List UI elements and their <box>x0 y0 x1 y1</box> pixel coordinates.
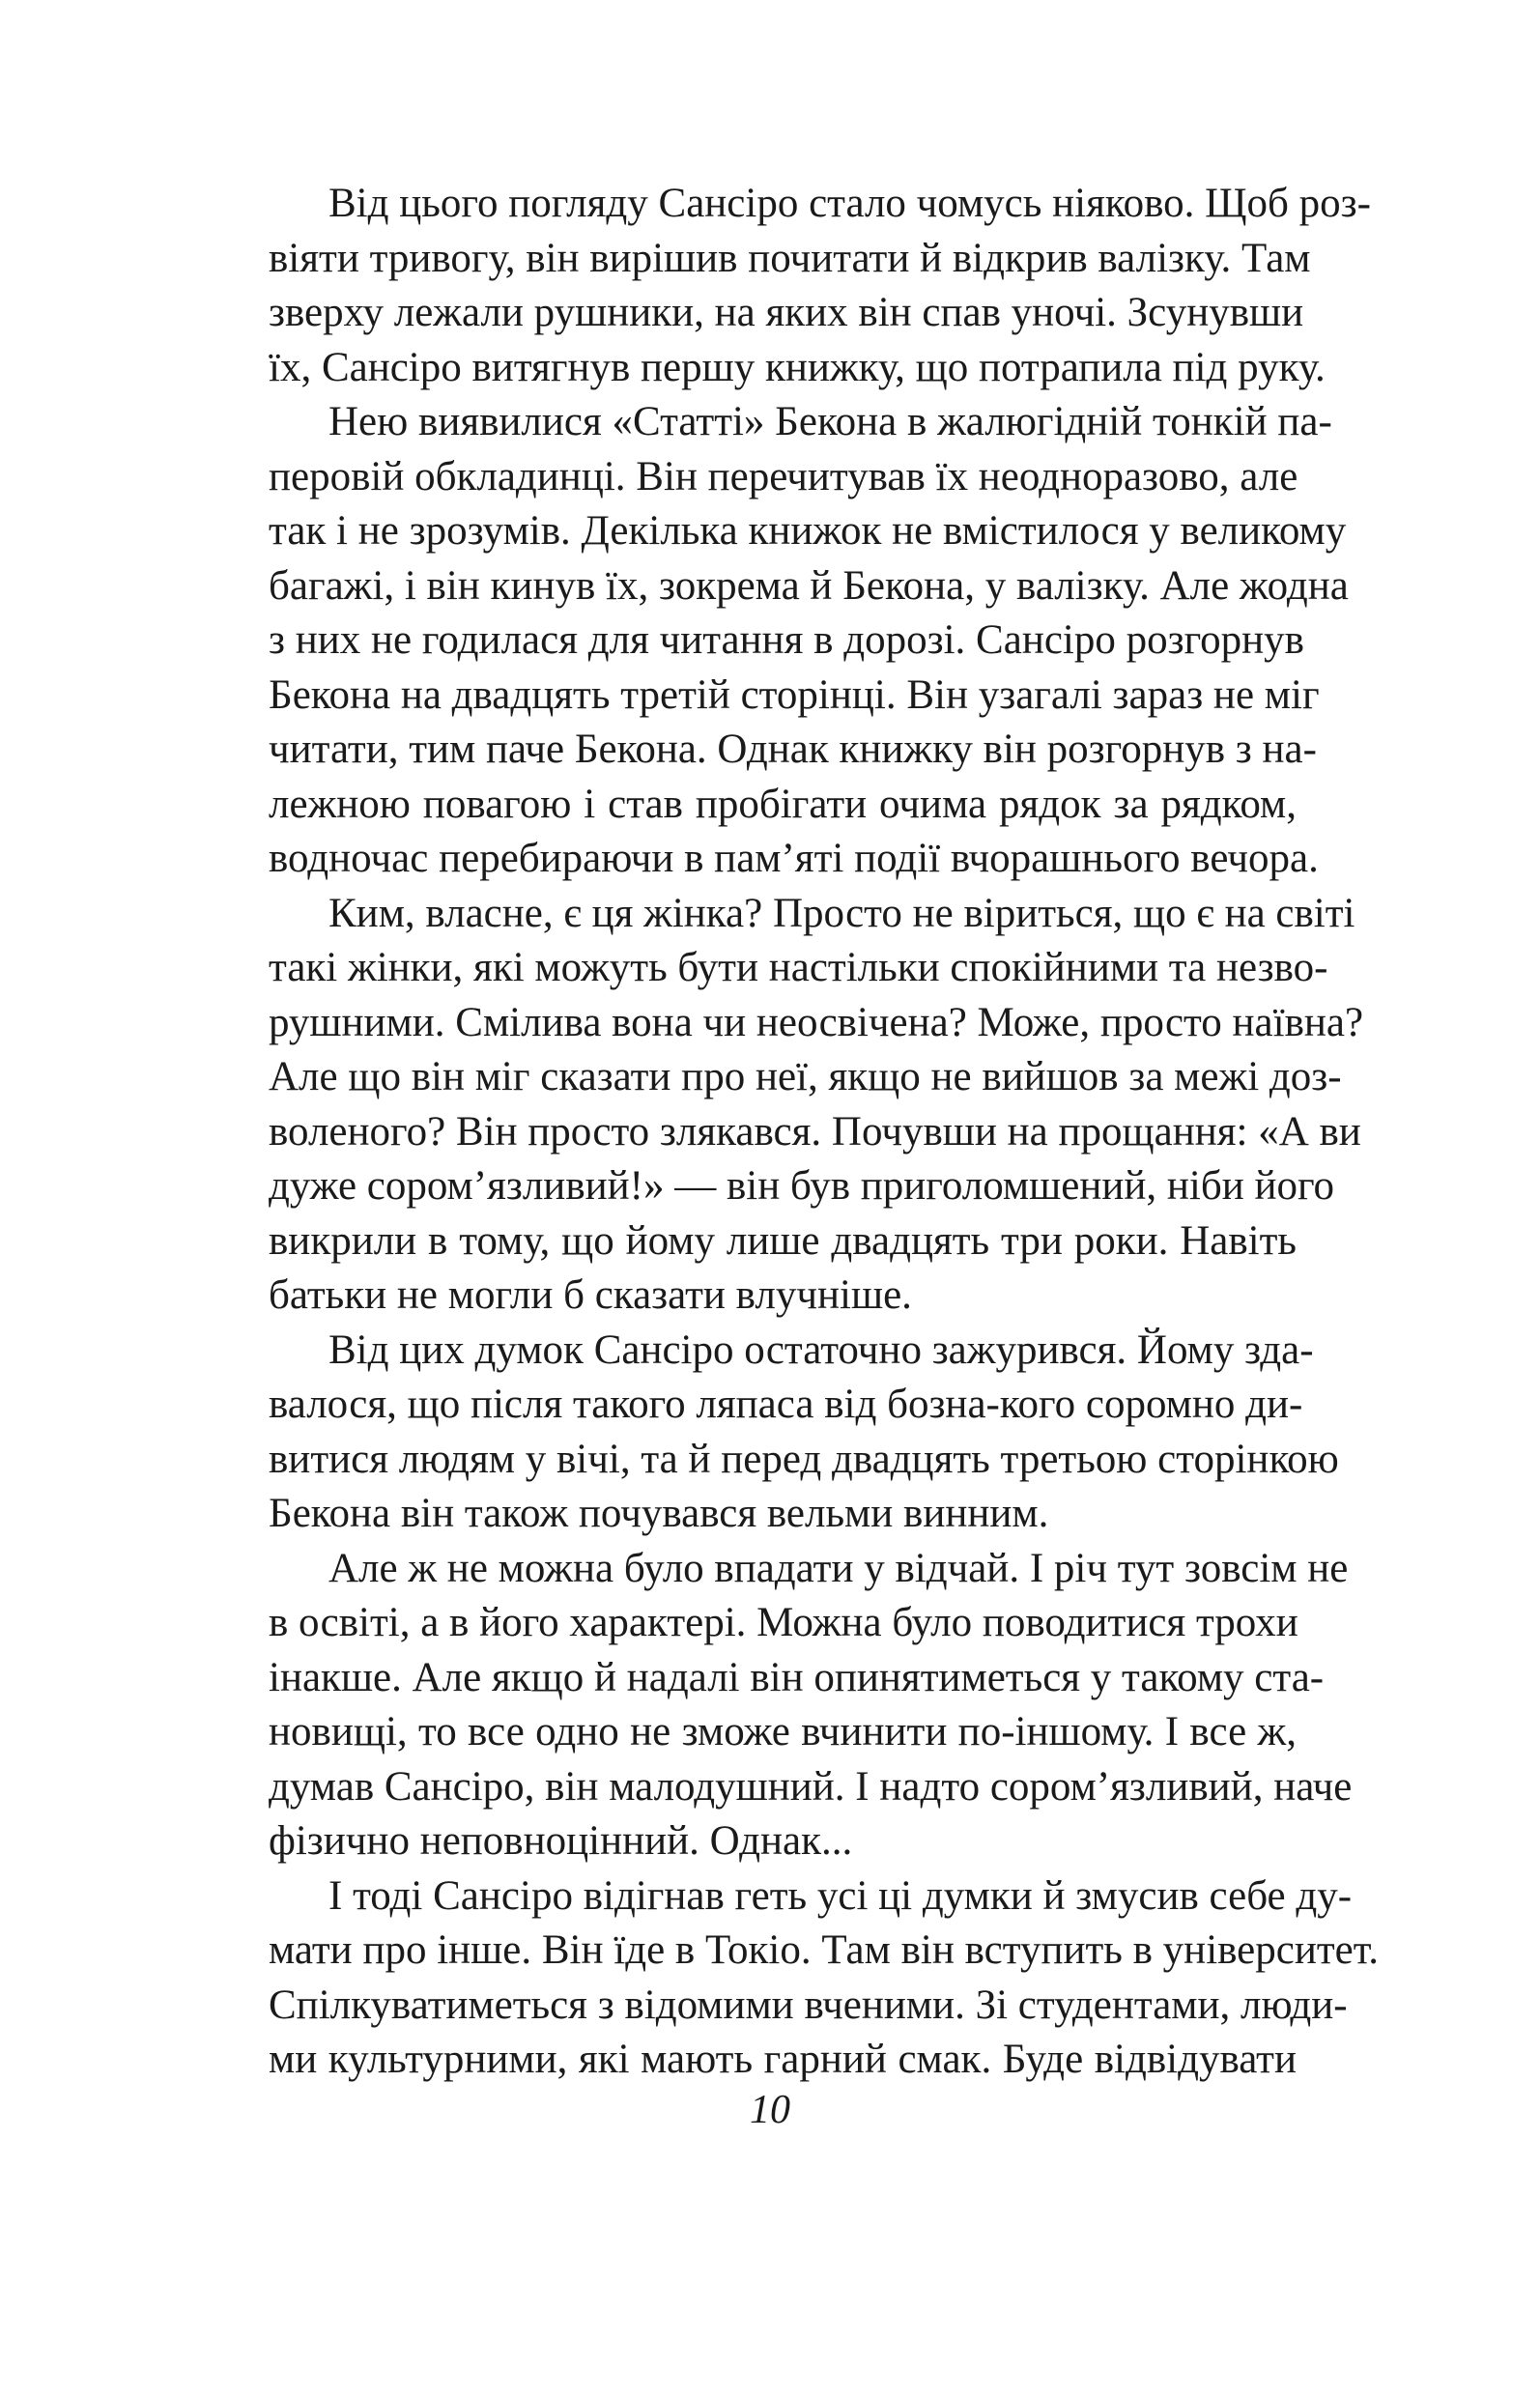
text-line: Але що він міг сказати про неї, якщо не вийшов за межі доз- <box>269 1054 1342 1099</box>
paragraph <box>269 1542 1353 1869</box>
text-line: їх, Сансіро витягнув першу книжку, що потрапила під руку. <box>269 344 1326 390</box>
text-line: інакше. Але якщо й надалі він опинятиметься у такому ста- <box>269 1654 1325 1700</box>
body-text <box>269 177 1380 2088</box>
text-line: викрили в тому, що йому лише двадцять три роки. Навіть <box>269 1217 1297 1264</box>
paragraph <box>269 887 1364 1324</box>
text-line: так і не зрозумів. Декілька книжок не вмістилося у великому <box>269 508 1347 554</box>
text-line: лежною повагою і став пробігати очима рядок за рядком, <box>269 781 1297 827</box>
text-line: дуже сором’язливий!» — він був приголомшений, ніби його <box>269 1163 1335 1209</box>
text-line: фізично неповноцінний. Однак... <box>269 1818 853 1864</box>
text-line: Від цих думок Сансіро остаточно зажурився. Йому зда- <box>328 1326 1314 1373</box>
text-line: перовій обкладинці. Він перечитував їх неодноразово, але <box>269 453 1298 499</box>
text-line: в освіті, а в його характері. Можна було поводитися трохи <box>269 1600 1298 1645</box>
text-line: новищі, то все одно не зможе вчинити по-іншому. І все ж, <box>269 1709 1297 1754</box>
paragraph <box>269 1869 1380 2088</box>
paragraph <box>269 1324 1339 1542</box>
text-line: ми культурними, які мають гарний смак. Буде відвідувати <box>269 2037 1297 2082</box>
text-line: водночас перебираючи в пам’яті події вчорашнього вечора. <box>269 836 1319 881</box>
text-line: віяти тривогу, він вирішив почитати й відкрив валізку. Там <box>269 235 1311 281</box>
text-line: такі жінки, які можуть бути настільки спокійними та незво- <box>269 945 1328 990</box>
paragraph <box>269 177 1371 395</box>
text-line: читати, тим паче Бекона. Однак книжку він розгорнув з на- <box>269 727 1317 772</box>
text-line: мати про інше. Він їде в Токіо. Там він вступить в університет. <box>269 1927 1380 1973</box>
text-line: батьки не могли б сказати влучніше. <box>269 1272 912 1318</box>
text-line: рушними. Смілива вона чи неосвічена? Може, просто наївна? <box>269 999 1364 1045</box>
paragraph <box>269 395 1349 887</box>
text-line: з них не годилася для читання в дорозі. Сансіро розгорнув <box>269 617 1304 663</box>
text-line: Але ж не можна було впадати у відчай. І річ тут зовсім не <box>328 1545 1349 1591</box>
text-line: Нею виявилися «Статті» Бекона в жалюгідній тонкій па- <box>328 399 1332 444</box>
text-line: І тоді Сансіро відігнав геть усі ці думки й змусив себе ду- <box>328 1872 1353 1919</box>
text-line: воленого? Він просто злякався. Почувши на прощання: «А ви <box>269 1108 1361 1155</box>
text-line: Ким, власне, є ця жінка? Просто не віриться, що є на світі <box>328 890 1355 936</box>
text-line: валося, що після такого ляпаса від бозна-кого соромно ди- <box>269 1382 1303 1427</box>
text-line: зверху лежали рушники, на яких він спав уночі. Зсунувши <box>269 290 1304 335</box>
text-line: Від цього погляду Сансіро стало чомусь ніяково. Щоб роз- <box>328 181 1371 226</box>
page-number: 10 <box>750 2088 790 2132</box>
text-line: багажі, і він кинув їх, зокрема й Бекона, у валізку. Але жодна <box>269 562 1349 609</box>
text-line: витися людям у вічі, та й перед двадцять третьою сторінкою <box>269 1436 1339 1482</box>
text-line: Спілкуватиметься з відомими вченими. Зі студентами, люди- <box>269 1982 1348 2028</box>
text-line: думав Сансіро, він малодушний. І надто сором’язливий, наче <box>269 1763 1353 1810</box>
text-line: Бекона він також почувався вельми винним. <box>269 1491 1049 1536</box>
text-line: Бекона на двадцять третій сторінці. Він узагалі зараз не міг <box>269 671 1320 718</box>
